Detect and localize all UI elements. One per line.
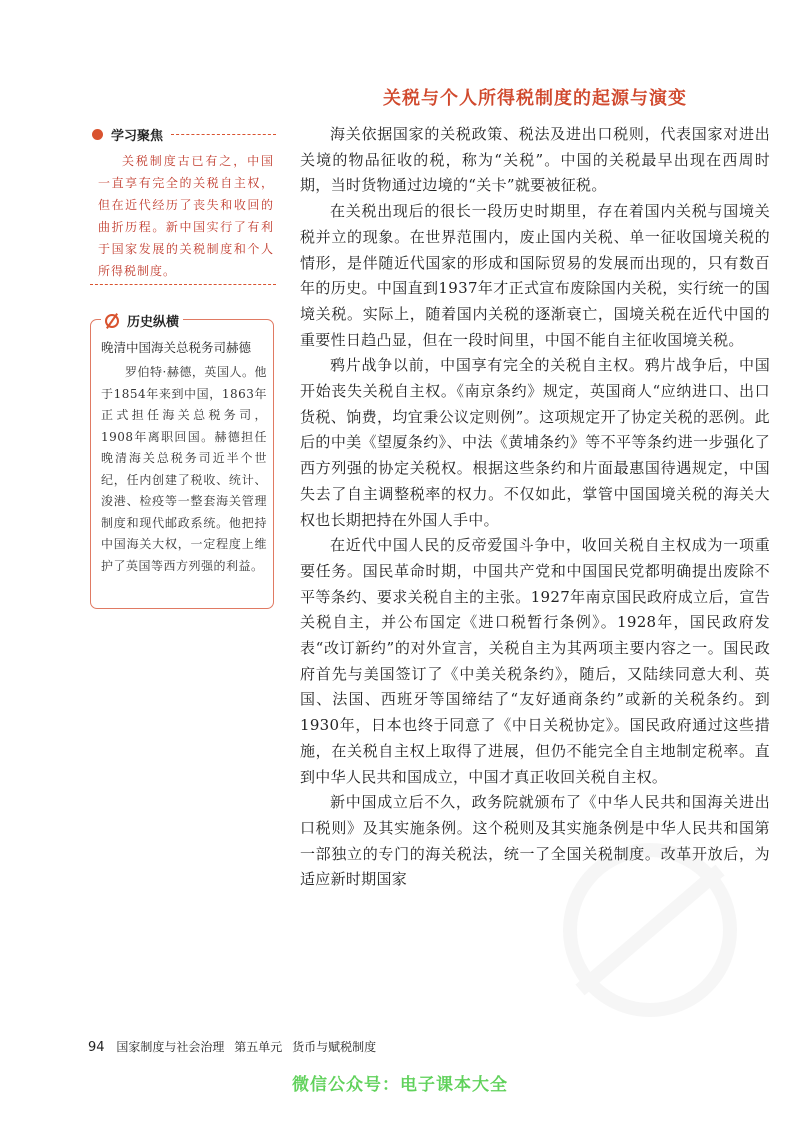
body-paragraph: 鸦片战争以前，中国享有完全的关税自主权。鸦片战争后，中国开始丧失关税自主权。《南京条约》规定，英国商人“应纳进口、出口货税、饷费，均宜秉公议定则例”。这项规定开了协定关税的恶例。此后的中美《望厦条约》、中法《黄埔条约》等不平等条约进一步强化了西方列强的协定关税权。根据这些条约和片面最惠国待遇规定，中国失去了自主调整税率的权力。不仅如此，掌管中国国境关税的海关大权也长期把持在外国人手中。 xyxy=(300,356,770,529)
history-header xyxy=(101,311,183,330)
history-text: 罗伯特·赫德，英国人。他于1854年来到中国，1863年正式担任海关总税务司，1908年离职回国。赫德担任晚清海关总税务司近半个世纪，任内创建了税收、统计、浚港、检疫等一整套海关管理制度和现代邮政系统。他把持中国海关大权，一定程度上维护了英国等西方列强的利益。 xyxy=(101,365,267,573)
book-title: 国家制度与社会治理 xyxy=(116,1040,225,1054)
page-number: 94 xyxy=(88,1040,105,1055)
main-body-text xyxy=(300,122,770,893)
body-paragraph: 新中国成立后不久，政务院就颁布了《中华人民共和国海关进出口税则》及其实施条例。这个税则及其实施条例是中华人民共和国第一部独立的专门的海关税法，统一了全国关税制度。改革开放后，为适应新时期国家 xyxy=(300,793,770,889)
study-focus-box xyxy=(90,124,276,282)
history-icon xyxy=(105,314,119,328)
history-sidebar-card xyxy=(90,315,274,609)
bullet-dot-icon xyxy=(92,129,103,140)
history-subtitle: 晚清中国海关总税务司赫德 xyxy=(101,340,252,355)
unit-title: 货币与赋税制度 xyxy=(292,1040,377,1054)
wechat-watermark-text: 微信公众号：电子课本大全 xyxy=(292,1075,508,1095)
watermark-logo-icon xyxy=(520,840,780,1020)
body-paragraph: 在近代中国人民的反帝爱国斗争中，收回关税自主权成为一项重要任务。国民革命时期，中国共产党和中国国民党都明确提出废除不平等条约、要求关税自主的主张。1927年南京国民政府成立后，宣告关税自主，并公布国定《进口税暂行条例》。1928年，国民政府发表“改订新约”的对外宣言，关税自主为其两项主要内容之一。国民政府首先与美国签订了《中美关税条约》，随后，又陆续同意大利、英国、法国、西班牙等国缔结了“友好通商条约”或新的关税条约。到1930年，日本也终于同意了《中日关税协定》。国民政府通过这些措施，在关税自主权上取得了进展，但仍不能完全自主地制定税率。直到中华人民共和国成立，中国才真正收回关税自主权。 xyxy=(300,536,770,786)
page-footer xyxy=(88,1038,376,1055)
study-focus-header xyxy=(90,124,276,144)
body-paragraph: 海关依据国家的关税政策、税法及进出口税则，代表国家对进出关境的物品征收的税，称为“关税”。中国的关税最早出现在西周时期，当时货物通过边境的“关卡”就要被征税。 xyxy=(300,125,770,195)
history-title: 历史纵横 xyxy=(127,315,180,330)
dashed-divider xyxy=(171,134,276,135)
unit-label: 第五单元 xyxy=(234,1040,283,1054)
study-focus-text: 关税制度古已有之，中国一直享有完全的关税自主权，但在近代经历了丧失和收回的曲折历程。新中国实行了有利于国家发展的关税制度和个人所得税制度。 xyxy=(98,154,274,278)
body-paragraph: 在关税出现后的很长一段历史时期里，存在着国内关税与国境关税并立的现象。在世界范围内，废止国内关税、单一征收国境关税的情形，是伴随近代国家的形成和国际贸易的发展而出现的，只有数百年的历史。中国直到1937年才正式宣布废除国内关税，实行统一的国境关税。实际上，随着国内关税的逐渐衰亡，国境关税在近代中国的重要性日趋凸显，但在一段时间里，中国不能自主征收国境关税。 xyxy=(300,202,770,349)
dashed-divider xyxy=(90,284,276,285)
study-focus-title: 学习聚焦 xyxy=(111,128,164,144)
section-title: 关税与个人所得税制度的起源与演变 xyxy=(383,88,687,109)
